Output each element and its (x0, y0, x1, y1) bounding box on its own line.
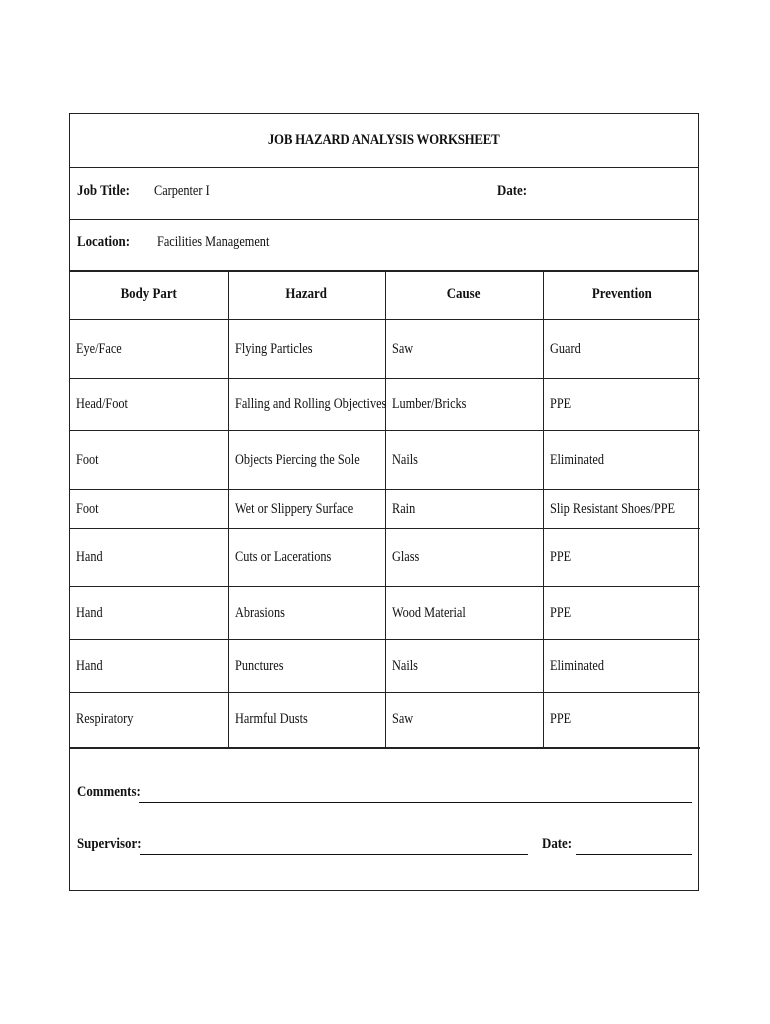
cell-hazard[interactable]: Wet or Slippery Surface (228, 490, 385, 529)
cell-body-part[interactable]: Respiratory (70, 693, 228, 748)
cell-body-part[interactable]: Eye/Face (70, 320, 228, 379)
table-row (70, 431, 700, 490)
job-hazard-worksheet (69, 113, 699, 891)
cell-body-part[interactable]: Hand (70, 587, 228, 640)
cell-prevention[interactable]: PPE (543, 587, 700, 640)
cell-prevention[interactable]: Eliminated (543, 431, 700, 490)
signature-section (70, 746, 698, 892)
cell-cause[interactable]: Glass (385, 529, 543, 587)
cell-hazard[interactable]: Punctures (228, 640, 385, 693)
table-row (70, 693, 700, 748)
cell-body-part[interactable]: Head/Foot (70, 379, 228, 431)
location-value[interactable]: Facilities Management (157, 234, 270, 250)
cell-hazard[interactable]: Falling and Rolling Objectives (228, 379, 385, 431)
date-label: Date: (497, 183, 528, 199)
cell-cause[interactable]: Lumber/Bricks (385, 379, 543, 431)
table-row (70, 640, 700, 693)
footer-date-label: Date: (542, 836, 573, 852)
header-cause: Cause (385, 270, 543, 320)
cell-cause[interactable]: Rain (385, 490, 543, 529)
table-row (70, 320, 700, 379)
cell-body-part[interactable]: Hand (70, 529, 228, 587)
cell-prevention[interactable]: PPE (543, 693, 700, 748)
job-title-label: Job Title: (77, 183, 130, 199)
cell-hazard[interactable]: Abrasions (228, 587, 385, 640)
job-title-row (70, 167, 698, 220)
cell-prevention[interactable]: Eliminated (543, 640, 700, 693)
worksheet-title: JOB HAZARD ANALYSIS WORKSHEET (268, 132, 500, 148)
cell-body-part[interactable]: Foot (70, 490, 228, 529)
cell-body-part[interactable]: Foot (70, 431, 228, 490)
cell-prevention[interactable]: PPE (543, 529, 700, 587)
cell-hazard[interactable]: Flying Particles (228, 320, 385, 379)
location-row (70, 219, 698, 272)
job-title-value[interactable]: Carpenter I (154, 183, 210, 199)
cell-hazard[interactable]: Harmful Dusts (228, 693, 385, 748)
footer-date-line[interactable] (576, 854, 692, 855)
comments-label: Comments: (77, 784, 141, 800)
cell-prevention[interactable]: Guard (543, 320, 700, 379)
cell-body-part[interactable]: Hand (70, 640, 228, 693)
cell-cause[interactable]: Saw (385, 693, 543, 748)
table-row (70, 379, 700, 431)
table-header-row (70, 270, 700, 320)
cell-hazard[interactable]: Cuts or Lacerations (228, 529, 385, 587)
cell-cause[interactable]: Wood Material (385, 587, 543, 640)
cell-prevention[interactable]: Slip Resistant Shoes/PPE (543, 490, 700, 529)
title-row (70, 114, 698, 168)
supervisor-label: Supervisor: (77, 836, 142, 852)
cell-cause[interactable]: Nails (385, 640, 543, 693)
cell-cause[interactable]: Nails (385, 431, 543, 490)
comments-line[interactable] (139, 802, 692, 803)
supervisor-line[interactable] (140, 854, 528, 855)
cell-hazard[interactable]: Objects Piercing the Sole (228, 431, 385, 490)
header-prevention: Prevention (543, 270, 700, 320)
hazard-table (70, 270, 700, 749)
location-label: Location: (77, 234, 131, 250)
cell-cause[interactable]: Saw (385, 320, 543, 379)
cell-prevention[interactable]: PPE (543, 379, 700, 431)
table-row (70, 490, 700, 529)
table-row (70, 587, 700, 640)
header-body-part: Body Part (70, 270, 228, 320)
table-row (70, 529, 700, 587)
header-hazard: Hazard (228, 270, 385, 320)
